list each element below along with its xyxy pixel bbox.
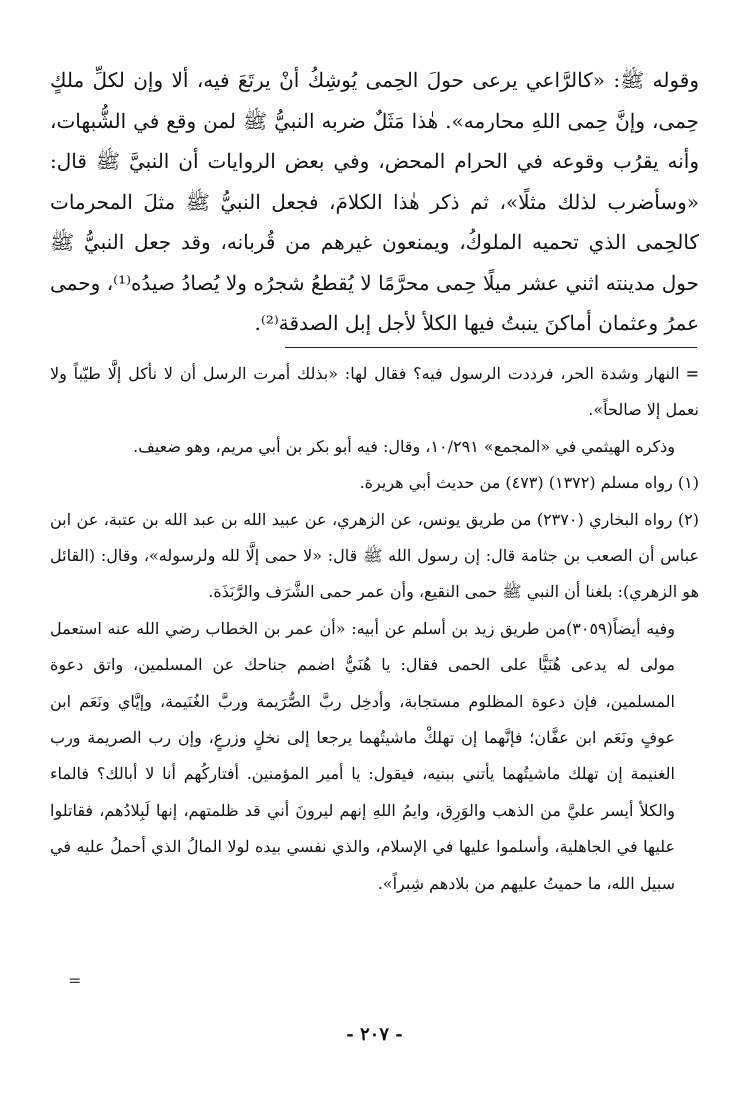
continuation-mark: =: [685, 364, 699, 383]
page-number: - ٢٠٧ -: [346, 1024, 403, 1045]
footnote-separator: [285, 347, 697, 348]
footnote-2: (٢) رواه البخاري (٢٣٧٠) من طريق يونس، عن الزهري، عن عبيد الله بن عبد الله بن عتبة، عن ابن عباس أن الصعب بن جثامة قال: إن رسول الله ﷺ قال: «لا حمى إلَّا لله ولرسوله»، وقال: (القائل هو الزهري): بلغنا أن النبي ﷺ حمى النقيع، وأن عمر حمى الشَّرَف والرَّبَذَة.: [50, 509, 699, 602]
footnotes: [50, 356, 699, 902]
footnote-continuation: [50, 356, 699, 429]
footnote-end-mark: =: [68, 971, 82, 990]
footnote-1: (١) رواه مسلم (١٣٧٢) (٤٧٣) من حديث أبي هريرة.: [359, 473, 699, 493]
footnote-haythami: وذكره الهيثمي في «المجمع» ١٠/٢٩١، وقال: فيه أبو بكر بن أبي مريم، وهو ضعيف.: [133, 436, 675, 456]
footnote-2-continued: وفيه أيضاً(٣٠٥٩)من طريق زيد بن أسلم عن أبيه: «أن عمر بن الخطاب رضي الله عنه استعمل مولى له يدعى هُنَيًّا على الحمى فقال: يا هُنَيُّ اضمم جناحك عن المسلمين، واتق دعوة المسلمين، فإن دعوة المظلوم مستجابة، وأدخِل ربَّ الصُّرَيمة وربَّ الغُنَيمة، وإيَّاي ونَعَم ابن عوفٍ ونَعَم ابن عفَّان؛ فإنَّهما إن تهلكْ ماشيتُهما يرجعا إلى نخلٍ وزرعٍ، وإن رب الصريمة ورب الغنيمة إن تهلك ماشيتُهما يأتني ببنيه، فيقول: يا أمير المؤمنين. أفتاركُهم أنا لا أبالك؟ فالماء والكلأ أيسر عليَّ من الذهب والوَرِق، وايمُ اللهِ إنهم ليرونَ أني قد ظلمتهم، إنها لَبِلادُهم، فقاتلوا عليها في الجاهلية، وأسلموا عليها في الإسلام، والذي نفسي بيده لولا المالُ الذي أحملُ عليه في سبيل الله، ما حميتُ عليهم من بلادهم شِبراً».: [50, 618, 676, 893]
main-text: وقوله ﷺ: «كالرَّاعي يرعى حولَ الحِمى يُوشِكُ أنْ يرتَعَ فيه، ألا وإن لكلِّ ملكٍ حِمى، وإنَّ حِمى اللهِ محارمه». هٰذا مَثَلٌ ضربه النبيُّ ﷺ لمن وقع في الشُّبهات، وأنه يقرُب وقوعه في الحرام المحض، وفي بعض الروايات أن النبيَّ ﷺ قال: «وسأضرب لذلك مثلًا»، ثم ذكر هٰذا الكلامَ، فجعل النبيُّ ﷺ مثلَ المحرمات كالحِمى الذي تحميه الملوكُ، ويمنعون غيرهم من قُربانه، وقد جعل النبيُّ ﷺ حول مدينته اثني عشر ميلًا حِمى محرَّمًا لا يُقطعُ شجرُه ولا يُصادُ صيدُه⁽¹⁾، وحمى عمرُ وعثمان أماكنَ ينبتُ فيها الكلأ لأجل إبل الصدقة⁽²⁾.: [50, 68, 700, 335]
footnote-continuation-text: النهار وشدة الحر، فرددت الرسول فيه؟ فقال لها: «بذلك أمرت الرسل أن لا نأكل إلَّا طيّباً ولا نعمل إلا صالحاً».: [50, 364, 699, 420]
